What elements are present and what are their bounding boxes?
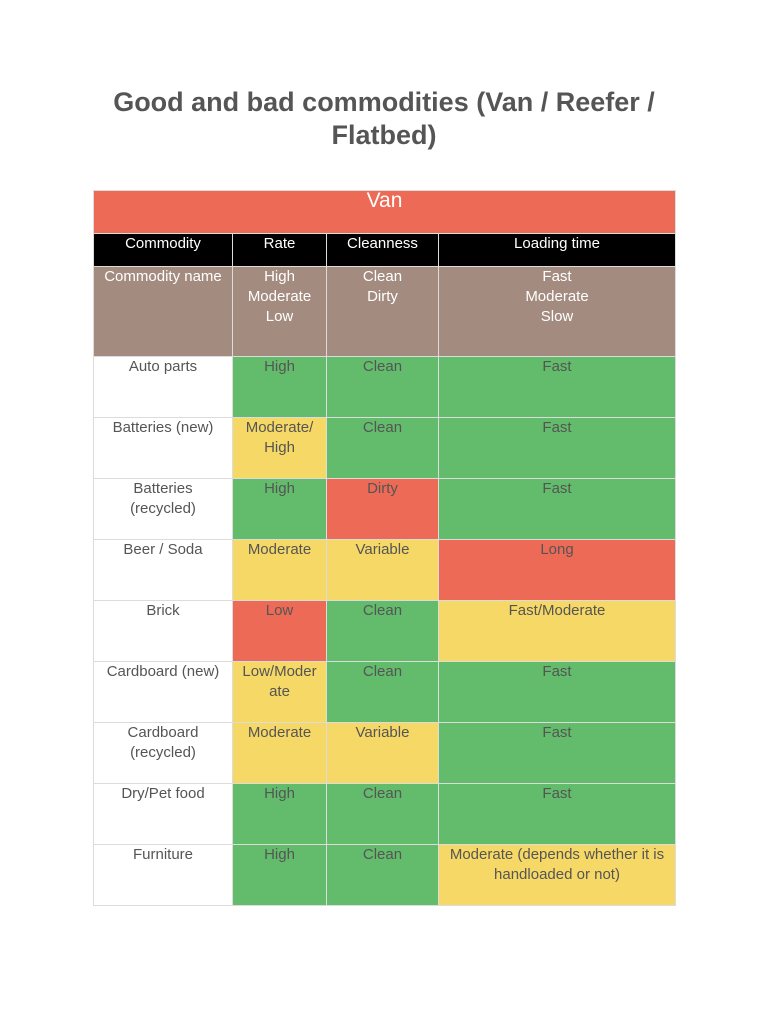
loading-time-cell: Fast	[439, 479, 676, 540]
commodity-cell: Cardboard (new)	[94, 662, 233, 723]
commodity-cell: Batteries (recycled)	[94, 479, 233, 540]
rate-cell: Moderate	[233, 723, 327, 784]
column-header-loading-time: Loading time	[439, 234, 676, 267]
loading-time-cell: Fast	[439, 418, 676, 479]
legend-loading-time: Fast Moderate Slow	[439, 267, 676, 357]
commodity-cell: Brick	[94, 601, 233, 662]
cleanness-cell: Variable	[327, 540, 439, 601]
commodity-cell: Cardboard (recycled)	[94, 723, 233, 784]
rate-cell: High	[233, 357, 327, 418]
section-label: Van	[94, 191, 676, 234]
table-row	[94, 479, 676, 540]
commodity-cell: Batteries (new)	[94, 418, 233, 479]
column-header-commodity: Commodity	[94, 234, 233, 267]
legend-rate: High Moderate Low	[233, 267, 327, 357]
table-row	[94, 601, 676, 662]
column-header-rate: Rate	[233, 234, 327, 267]
loading-time-cell: Fast	[439, 662, 676, 723]
commodity-cell: Beer / Soda	[94, 540, 233, 601]
cleanness-cell: Clean	[327, 601, 439, 662]
commodity-cell: Auto parts	[94, 357, 233, 418]
cleanness-cell: Dirty	[327, 479, 439, 540]
legend-commodity: Commodity name	[94, 267, 233, 357]
rate-cell: High	[233, 845, 327, 906]
table-row	[94, 540, 676, 601]
rate-cell: Low	[233, 601, 327, 662]
loading-time-cell: Moderate (depends whether it is handloaded or not)	[439, 845, 676, 906]
cleanness-cell: Clean	[327, 784, 439, 845]
rate-cell: High	[233, 479, 327, 540]
loading-time-cell: Fast	[439, 723, 676, 784]
table-row	[94, 845, 676, 906]
section-band-row	[94, 191, 676, 234]
cleanness-cell: Clean	[327, 418, 439, 479]
table-row	[94, 784, 676, 845]
loading-time-cell: Fast/Moderate	[439, 601, 676, 662]
cleanness-cell: Clean	[327, 357, 439, 418]
cleanness-cell: Variable	[327, 723, 439, 784]
rate-cell: Moderate	[233, 540, 327, 601]
page-title: Good and bad commodities (Van / Reefer / Flatbed)	[113, 87, 655, 150]
commodities-table	[93, 190, 676, 906]
table-row	[94, 357, 676, 418]
column-header-cleanness: Cleanness	[327, 234, 439, 267]
rate-cell: Low/Moder ate	[233, 662, 327, 723]
loading-time-cell: Fast	[439, 357, 676, 418]
legend-row	[94, 267, 676, 357]
cleanness-cell: Clean	[327, 845, 439, 906]
legend-cleanness: Clean Dirty	[327, 267, 439, 357]
table-row	[94, 418, 676, 479]
rate-cell: High	[233, 784, 327, 845]
cleanness-cell: Clean	[327, 662, 439, 723]
commodity-cell: Dry/Pet food	[94, 784, 233, 845]
commodity-cell: Furniture	[94, 845, 233, 906]
table-row	[94, 723, 676, 784]
rate-cell: Moderate/ High	[233, 418, 327, 479]
table-row	[94, 662, 676, 723]
loading-time-cell: Long	[439, 540, 676, 601]
loading-time-cell: Fast	[439, 784, 676, 845]
header-row	[94, 234, 676, 267]
